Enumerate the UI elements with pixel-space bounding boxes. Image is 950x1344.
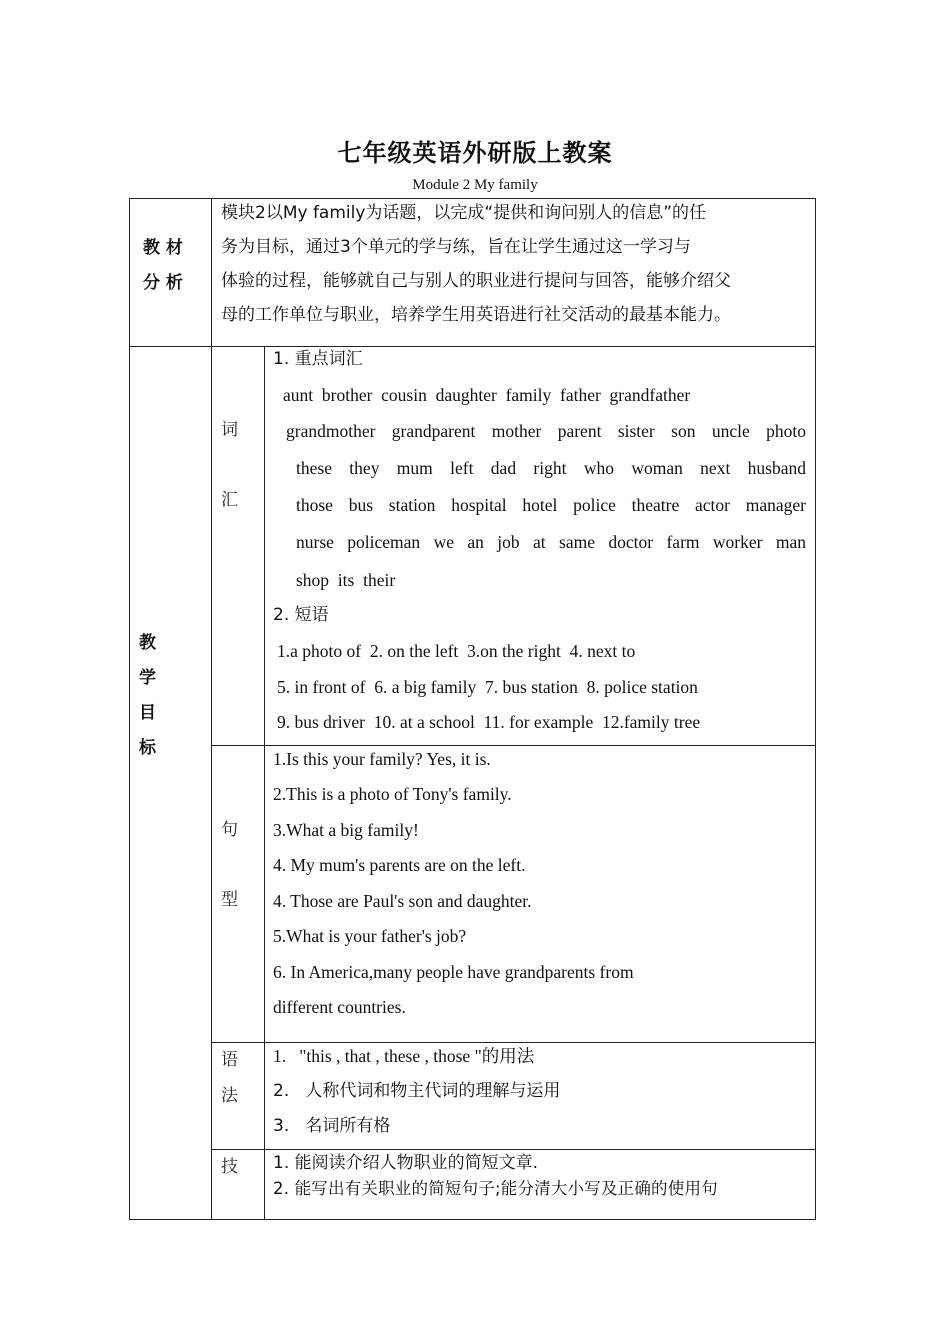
- vocab-label-char: 汇: [221, 490, 238, 510]
- vocab-word-line: aunt brother cousin daughter family father grandfather: [283, 385, 691, 405]
- sentence-line: 4. Those are Paul's son and daughter.: [273, 891, 532, 911]
- page-subtitle: Module 2 My family: [412, 177, 538, 193]
- grammar-line: 2. 人称代词和物主代词的理解与运用: [273, 1081, 561, 1101]
- page-title: 七年级英语外研版上教案: [337, 139, 613, 167]
- cell-sentence-label: [211, 745, 265, 1043]
- sentence-label-char: 型: [221, 890, 238, 910]
- phrase-line: 9. bus driver 10. at a school 11. for example 12.family tree: [277, 712, 701, 732]
- vocab-heading-words: 1. 重点词汇: [273, 349, 363, 369]
- material-text-line: 母的工作单位与职业，培养学生用英语进行社交活动的最基本能力。: [221, 305, 731, 325]
- cell-goals-label: [129, 346, 212, 1220]
- goals-label-char: 教: [139, 633, 156, 653]
- material-text-line: 模块2以My family为话题，以完成“提供和询问别人的信息”的任: [221, 203, 707, 223]
- sentence-line: 6. In America,many people have grandparents from: [273, 962, 634, 982]
- phrase-line: 1.a photo of 2. on the left 3.on the right 4. next to: [277, 641, 636, 661]
- vocab-word-line: those bus station hospital hotel police theatre actor manager: [296, 495, 806, 515]
- vocab-label-char: 词: [221, 420, 238, 440]
- sentence-line: 1.Is this your family? Yes, it is.: [273, 749, 491, 769]
- grammar-label-char: 法: [221, 1086, 238, 1106]
- sentence-line: 3.What a big family!: [273, 820, 419, 840]
- skills-line: 2. 能写出有关职业的简短句子;能分清大小写及正确的使用句: [273, 1179, 718, 1198]
- vocab-word-line: nurse policeman we an job at same doctor farm worker man: [296, 532, 806, 552]
- grammar-line: 3. 名词所有格: [273, 1116, 391, 1136]
- cell-vocab-label: [211, 346, 265, 746]
- sentence-line: different countries.: [273, 997, 406, 1017]
- skills-label-char: 技: [221, 1157, 238, 1177]
- vocab-word-line: shop its their: [296, 570, 396, 590]
- material-label-line1: 教 材: [143, 238, 183, 258]
- cell-grammar-label: [211, 1042, 265, 1150]
- goals-label-char: 目: [139, 703, 156, 723]
- cell-skills-label: [211, 1149, 265, 1220]
- grammar-line: 1. "this , that , these , those "的用法: [273, 1046, 535, 1066]
- sentence-label-char: 句: [221, 820, 238, 840]
- material-text-line: 务为目标，通过3个单元的学与练，旨在让学生通过这一学习与: [221, 237, 691, 257]
- vocab-word-line: grandmother grandparent mother parent sister son uncle photo: [286, 421, 806, 441]
- sentence-line: 2.This is a photo of Tony's family.: [273, 784, 512, 804]
- goals-label-char: 学: [139, 668, 156, 688]
- vocab-word-line: these they mum left dad right who woman next husband: [296, 458, 806, 478]
- grammar-label-char: 语: [221, 1050, 238, 1070]
- sentence-line: 4. My mum's parents are on the left.: [273, 855, 526, 875]
- vocab-heading-phrases: 2. 短语: [273, 605, 329, 625]
- material-label-line2: 分 析: [143, 273, 183, 293]
- skills-line: 1. 能阅读介绍人物职业的简短文章.: [273, 1153, 539, 1173]
- material-text-line: 体验的过程，能够就自己与别人的职业进行提问与回答，能够介绍父: [221, 271, 731, 291]
- sentence-line: 5.What is your father's job?: [273, 926, 467, 946]
- goals-label-char: 标: [139, 738, 156, 758]
- phrase-line: 5. in front of 6. a big family 7. bus station 8. police station: [277, 677, 698, 697]
